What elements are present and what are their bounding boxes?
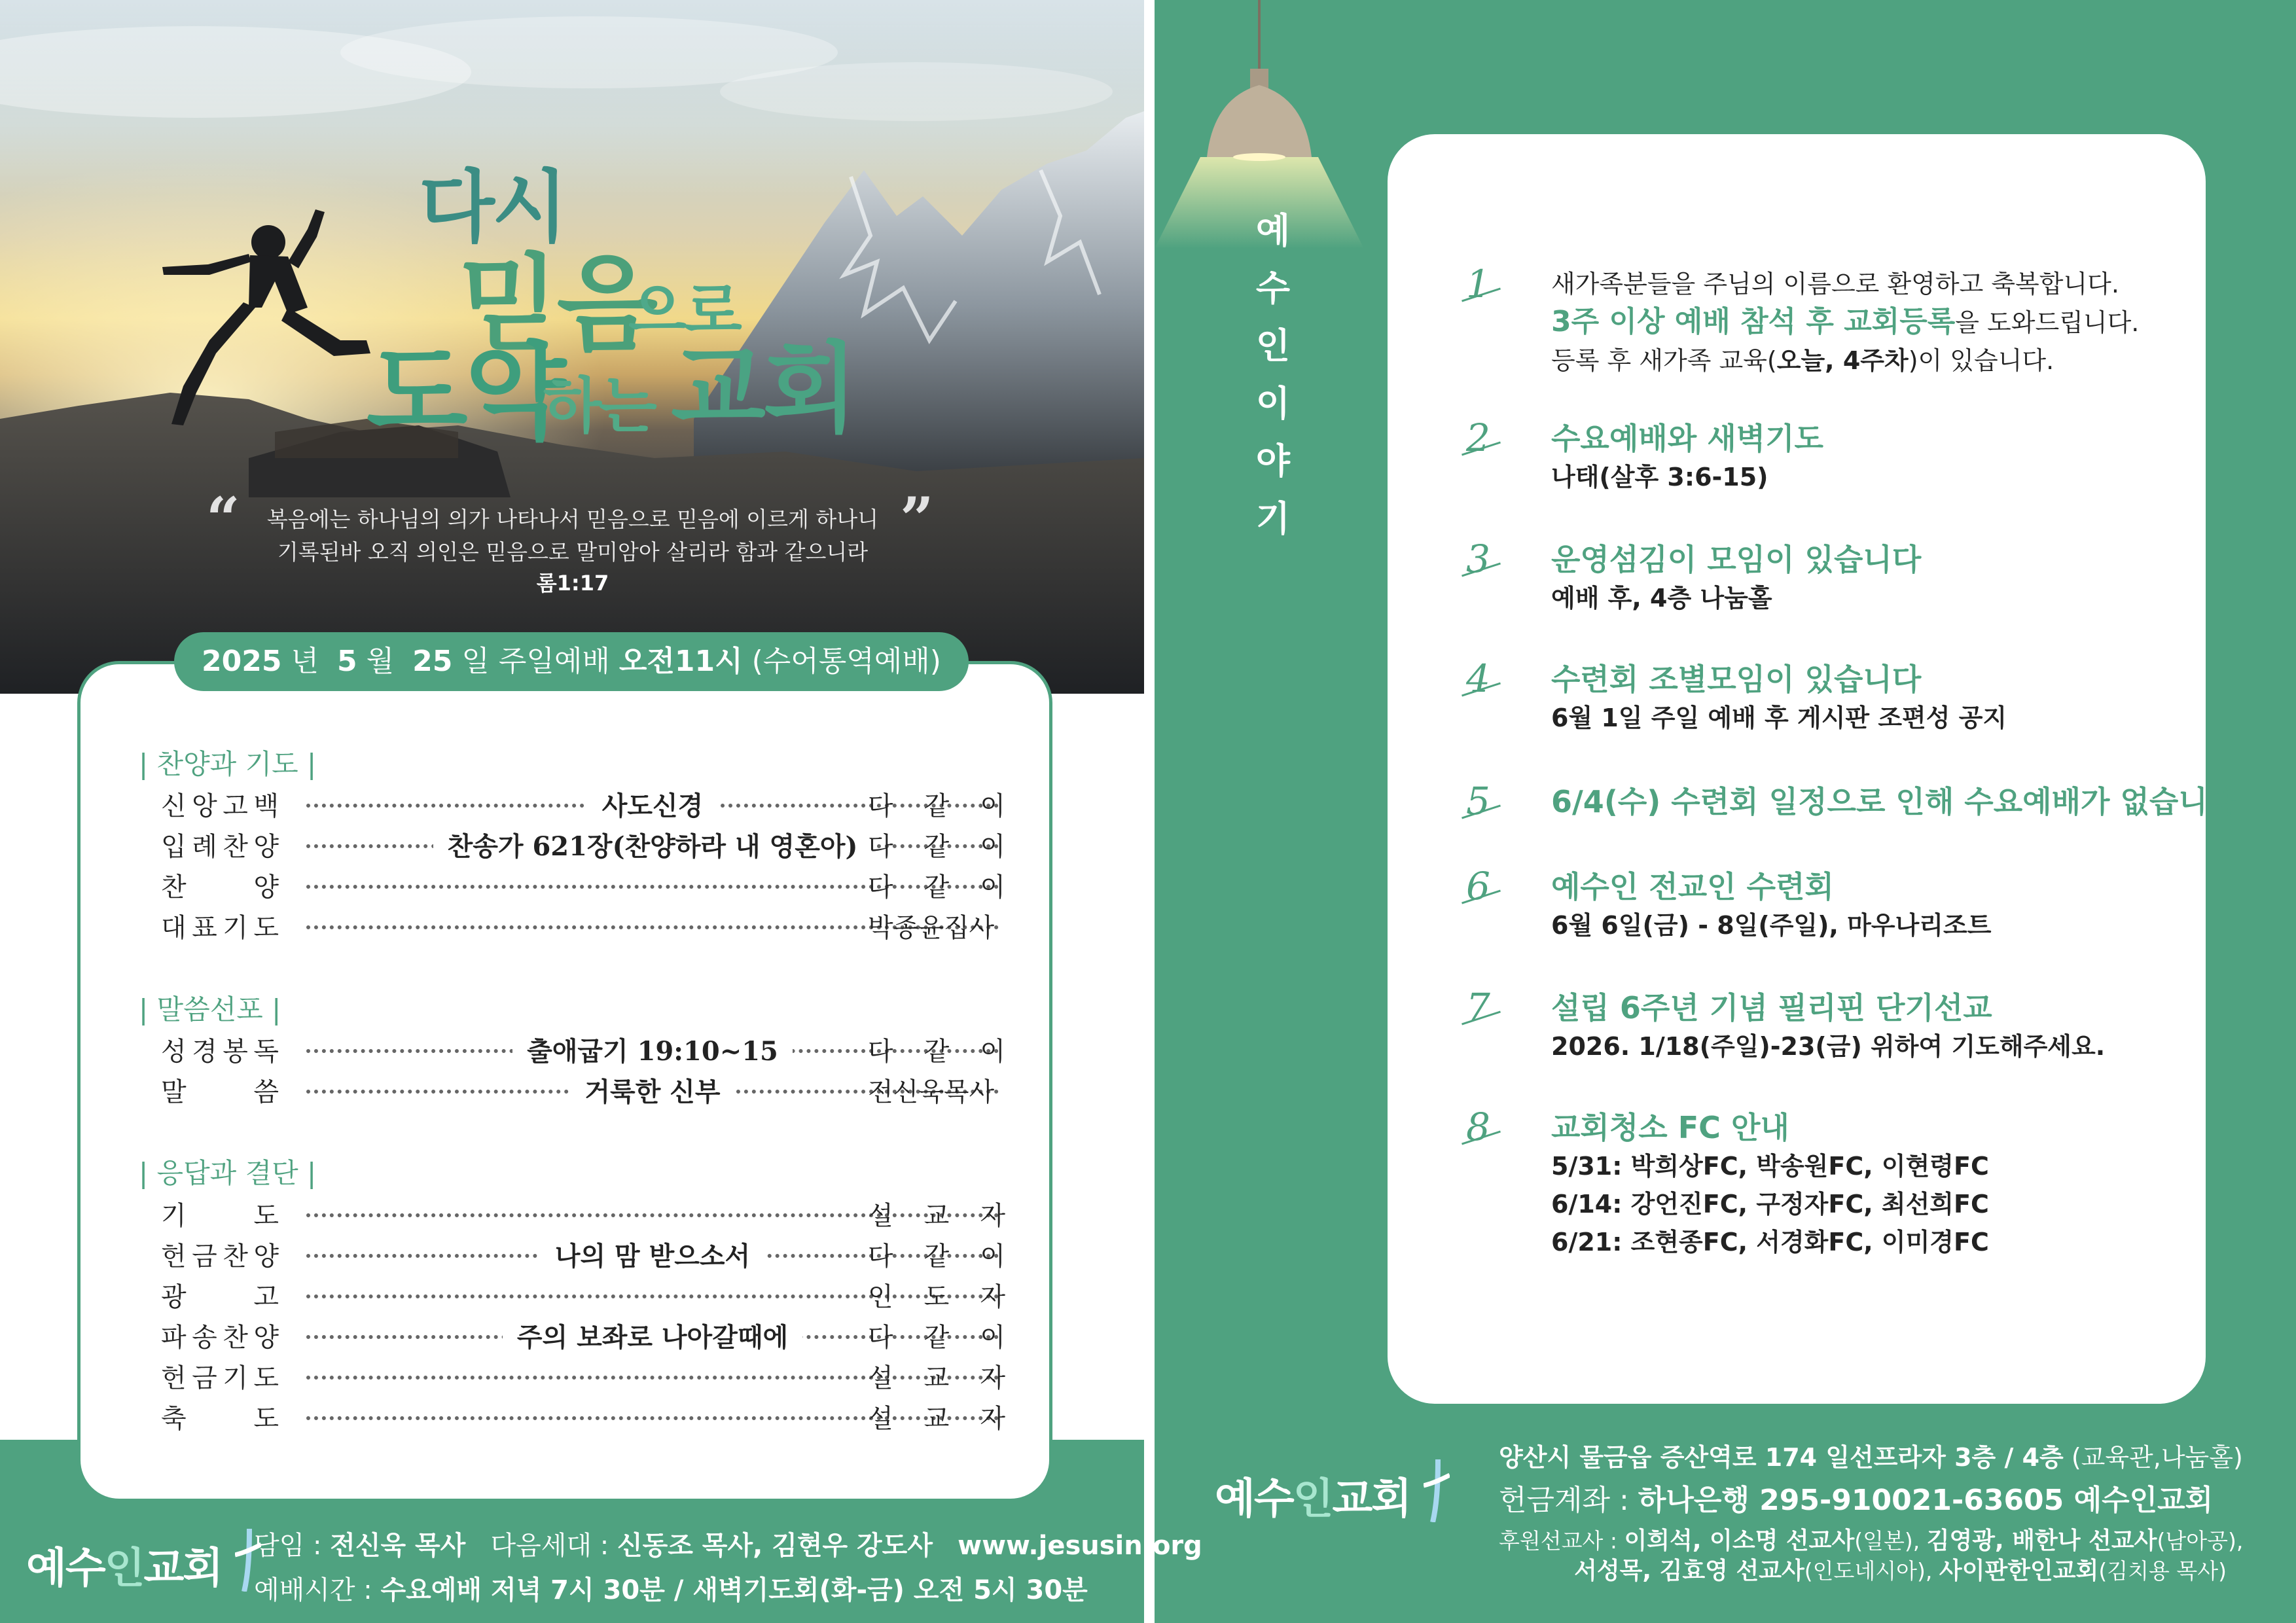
missionary-label: 후원선교사 : (1499, 1528, 1624, 1554)
order-row-label-char: 금 (192, 1241, 217, 1272)
service-month-unit: 월 (366, 645, 395, 678)
order-row-label-char: 기 (161, 1201, 187, 1231)
logo-text-c: 교회 (143, 1544, 223, 1593)
vertical-title-char: 인 (1255, 325, 1291, 366)
order-row-title: 출애굽기 19:10~15 (512, 1036, 793, 1067)
order-row-leader (868, 1357, 1005, 1395)
news-text (1551, 988, 2219, 1065)
order-row-leader-char: 다 (868, 1323, 893, 1353)
order-row-label-char: 입 (161, 832, 187, 862)
order-row-label-char: 파 (161, 1323, 187, 1353)
order-row-leader (868, 1276, 1005, 1313)
order-row-label-char: 송 (192, 1323, 217, 1353)
order-row-label-char: 찬 (161, 872, 187, 902)
missionary-country: (남아공), (2157, 1528, 2244, 1554)
news-heading: 교회청소 FC 안내 (1551, 1110, 1789, 1145)
order-row-label-char: 백 (253, 791, 279, 821)
news-line-rest: 을 도와드립니다. (1955, 308, 2140, 337)
order-row-leader-char: 교 (924, 1363, 950, 1393)
order-row-leader-char: 자 (980, 1363, 1005, 1393)
news-line-part: )이 있습니다. (1908, 346, 2054, 375)
order-row-leader-char: 다 (868, 1241, 893, 1272)
verse-reference: 롬1:17 (536, 571, 609, 596)
verse-line-1: 복음에는 하나님의 의가 나타나서 믿음으로 믿음에 이르게 하나니 (266, 507, 879, 532)
vertical-title-char: 예 (1255, 210, 1291, 251)
order-row-label (161, 1317, 279, 1354)
order-row-label-char: 앙 (192, 791, 217, 821)
news-detail: 2026. 1/18(주일)-23(금) 위하여 기도해주세요. (1551, 1032, 2106, 1061)
worship-times-label: 예배시간 : (254, 1575, 381, 1605)
order-row-label-char: 신 (161, 791, 187, 821)
order-row-leader-char: 이 (980, 832, 1005, 862)
order-row-leader (868, 1031, 1005, 1068)
offering-account (1499, 1476, 2213, 1518)
order-row-label-char: 양 (253, 832, 279, 862)
section-title-sermon: | 말씀선포 | (139, 993, 281, 1026)
church-logo-left (26, 1529, 261, 1595)
news-text (1551, 782, 2237, 821)
service-day: 25 (412, 645, 453, 678)
order-row-label-char: 독 (253, 1037, 279, 1067)
order-row-label (161, 866, 279, 904)
news-text (1551, 867, 2219, 944)
news-number: 4 (1466, 656, 1490, 701)
order-row-leader (868, 1195, 1005, 1232)
order-row-leader-char: 이 (980, 791, 1005, 821)
order-row-label-char: 금 (192, 1363, 217, 1393)
news-number: 3 (1466, 537, 1490, 581)
news-text (1551, 1108, 2219, 1261)
fold-divider (1144, 0, 1155, 1623)
worship-times (254, 1569, 1088, 1607)
order-row-label (161, 1357, 279, 1395)
order-row (161, 1236, 1012, 1275)
order-row-leader-char: 다 (868, 832, 893, 862)
news-detail: 6/14: 강언진FC, 구정자FC, 최선희FC (1551, 1190, 1989, 1219)
logo-text-b: 인 (104, 1544, 144, 1593)
address-note: (교육관,나눔홀) (2063, 1443, 2243, 1472)
headline-line-3-small: 하는 (543, 371, 655, 441)
news-detail: 6월 1일 주일 예배 후 게시판 조편성 공지 (1551, 704, 2007, 732)
news-heading: 수련회 조별모임이 있습니다 (1551, 662, 1922, 697)
missionary-names: 서성목, 김효영 선교사 (1574, 1558, 1804, 1584)
order-row-leader (868, 785, 1005, 823)
news-line-bold: 오늘, 4주차 (1776, 346, 1909, 375)
order-row (161, 1357, 1012, 1397)
order-row-leader-char: 설 (868, 1404, 893, 1434)
news-heading: 6/4(수) 수련회 일정으로 인해 수요예배가 없습니다 (1551, 784, 2237, 819)
service-year-unit: 년 (291, 645, 319, 678)
order-row-leader (868, 1317, 1005, 1354)
order-row-label-char: 양 (253, 1323, 279, 1353)
missionaries-line-2 (1574, 1552, 2227, 1586)
order-row-label-char: 례 (192, 832, 217, 862)
order-row-label-char: 성 (161, 1037, 187, 1067)
order-row-leader-char: 다 (868, 791, 893, 821)
order-row-leader-char: 도 (924, 1282, 950, 1312)
order-row-label-char: 대 (161, 913, 187, 943)
news-detail: 6/21: 조현종FC, 서경화FC, 이미경FC (1551, 1228, 1989, 1257)
news-number: 5 (1466, 779, 1490, 823)
order-row-leader-char: 다 (868, 1037, 893, 1067)
news-number: 8 (1466, 1105, 1490, 1149)
order-row-label-char: 찬 (223, 1241, 248, 1272)
vertical-title-char: 야 (1255, 440, 1291, 482)
news-text (1551, 419, 2219, 496)
order-row (161, 1031, 1012, 1070)
news-heading: 수요예배와 새벽기도 (1551, 421, 1823, 456)
order-row-label-char: 축 (161, 1404, 187, 1434)
order-row-title: 나의 맘 받으소서 (541, 1241, 764, 1272)
missionary-names: 이희석, 이소명 선교사 (1624, 1527, 1855, 1554)
news-detail: 6월 6일(금) - 8일(주일), 마우나리조트 (1551, 911, 1992, 940)
headline-line-2-big: 믿음 (458, 243, 656, 365)
logo-text-b: 인 (1293, 1475, 1333, 1524)
order-row-leader-char: 같 (924, 872, 950, 902)
missionary-names: 김영광, 배한나 선교사 (1926, 1527, 2157, 1554)
order-row (161, 1317, 1012, 1356)
order-row-label-char: 도 (253, 1201, 279, 1231)
order-row-label (161, 1195, 279, 1232)
church-logo-right (1215, 1459, 1450, 1525)
order-row-leader-char: 이 (980, 1323, 1005, 1353)
order-row-leader-char: 교 (924, 1404, 950, 1434)
order-row-label-char: 말 (161, 1077, 187, 1107)
pastor-info (254, 1525, 1202, 1562)
order-row-leader (868, 866, 1005, 904)
news-number: 7 (1466, 985, 1490, 1029)
order-row-leader-char: 이 (980, 1241, 1005, 1272)
order-row-label-char: 경 (192, 1037, 217, 1067)
order-row-leader-char: 교 (924, 1201, 950, 1231)
order-row-label (161, 1031, 279, 1068)
news-number: 6 (1466, 864, 1490, 908)
vertical-title-char: 기 (1255, 498, 1291, 539)
order-row-title: 사도신경 (588, 791, 718, 821)
order-row-leader (868, 826, 1005, 863)
account-value: 하나은행 295-910021-63605 예수인교회 (1638, 1484, 2214, 1517)
order-row (161, 866, 1012, 906)
order-row-label (161, 826, 279, 863)
order-row-label-char: 봉 (223, 1037, 248, 1067)
news-detail: 5/31: 박희상FC, 박송원FC, 이현령FC (1551, 1152, 1989, 1181)
cross-icon (1424, 1459, 1450, 1522)
order-row-leader-char: 설 (868, 1201, 893, 1231)
order-row-leader (868, 1398, 1005, 1435)
news-heading: 설립 6주년 기념 필리핀 단기선교 (1551, 990, 1992, 1026)
order-row-label-char: 씀 (253, 1077, 279, 1107)
service-time: 오전11시 (619, 645, 743, 678)
order-row-title: 거룩한 신부 (570, 1077, 734, 1107)
order-row-label-char: 도 (253, 913, 279, 943)
order-row (161, 1398, 1012, 1437)
order-row-label-char: 고 (223, 791, 248, 821)
order-row-leader-char: 설 (868, 1363, 893, 1393)
order-row-label (161, 1398, 279, 1435)
order-row-label-char: 찬 (223, 832, 248, 862)
church-website-link[interactable]: www.jesusin.org (958, 1531, 1202, 1561)
church-address (1499, 1437, 2243, 1473)
order-row-leader-char: 같 (924, 1323, 950, 1353)
news-text (1551, 540, 2219, 617)
order-row-leader-char: 자 (980, 1201, 1005, 1231)
order-row-label-char: 헌 (161, 1241, 187, 1272)
order-row-label-char: 도 (253, 1363, 279, 1393)
logo-text-a: 예수 (26, 1544, 105, 1593)
order-row-label-char: 양 (253, 872, 279, 902)
open-quote-icon: “ (206, 484, 240, 554)
vertical-title-char: 이 (1255, 383, 1291, 424)
next-gen-label: 다음세대 : (490, 1531, 617, 1561)
missionary-country: (일본), (1854, 1528, 1927, 1554)
order-row-leader-char: 같 (924, 1037, 950, 1067)
news-heading: 예수인 전교인 수련회 (1551, 869, 1834, 904)
headline (0, 0, 1144, 458)
news-detail: 예배 후, 4층 나눔홀 (1551, 584, 1772, 613)
order-row-label-char: 헌 (161, 1363, 187, 1393)
order-row-label-char: 고 (253, 1282, 279, 1312)
order-row-leader (868, 907, 1005, 944)
logo-text-c: 교회 (1332, 1475, 1411, 1524)
headline-line-1: 다시 (419, 162, 565, 253)
missionary-names: 사이판한인교회 (1939, 1558, 2099, 1584)
service-date-banner (174, 632, 969, 691)
next-gen-names: 신동조 목사, 김현우 강도사 (617, 1531, 933, 1561)
service-month: 5 (336, 645, 357, 678)
order-row-leader (868, 1236, 1005, 1273)
news-heading: 운영섬김이 모임이 있습니다 (1551, 542, 1922, 577)
order-row-label (161, 1276, 279, 1313)
order-row (161, 785, 1012, 825)
order-row-leader-char: 이 (980, 872, 1005, 902)
close-quote-icon: ” (900, 484, 934, 554)
order-row-leader-name: 박종윤집사 (868, 913, 995, 943)
order-row (161, 826, 1012, 865)
news-number: 2 (1466, 416, 1490, 460)
news-text (1551, 660, 2219, 737)
order-row-label-char: 표 (192, 913, 217, 943)
news-detail: 나태(살후 3:6-15) (1551, 463, 1768, 491)
order-row-title: 찬송가 621장(찬양하라 내 영혼아) (433, 831, 872, 862)
vertical-title (1250, 203, 1296, 548)
vertical-title-char: 수 (1255, 268, 1291, 309)
order-row-leader-name: 전신욱목사 (868, 1077, 995, 1107)
verse-line-2: 기록된바 오직 의인은 믿음으로 말미암아 살리라 함과 같으니라 (277, 539, 869, 565)
section-title-praise: | 찬양과 기도 | (139, 748, 317, 780)
logo-text-a: 예수 (1215, 1475, 1293, 1524)
order-row-leader-char: 같 (924, 832, 950, 862)
missionary-country: (김치용 목사) (2098, 1558, 2227, 1584)
order-row-label (161, 907, 279, 944)
order-row-leader-char: 이 (980, 1037, 1005, 1067)
order-row-label-char: 양 (253, 1241, 279, 1272)
order-row (161, 1071, 1012, 1111)
worship-times-value: 수요예배 저녁 7시 30분 / 새벽기도회(화-금) 오전 5시 30분 (380, 1575, 1088, 1605)
headline-line-3-big: 도약 (367, 331, 564, 454)
order-row-label (161, 1236, 279, 1273)
order-row-label-char: 기 (223, 913, 248, 943)
order-row-leader-char: 자 (980, 1404, 1005, 1434)
order-row-label (161, 785, 279, 823)
service-note: (수어통역예배) (751, 645, 941, 678)
order-row-label (161, 1071, 279, 1109)
service-day-unit: 일 주일예배 (461, 645, 610, 678)
order-row (161, 1195, 1012, 1234)
order-row-leader-char: 같 (924, 1241, 950, 1272)
section-title-response: | 응답과 결단 | (139, 1157, 317, 1189)
missionaries-line-1 (1499, 1522, 2243, 1556)
order-row-leader-char: 같 (924, 791, 950, 821)
order-row-leader-char: 자 (980, 1282, 1005, 1312)
order-row-label-char: 도 (253, 1404, 279, 1434)
order-row-label-char: 찬 (223, 1323, 248, 1353)
pastor-label: 담임 : (254, 1531, 331, 1561)
order-row-leader-char: 인 (868, 1282, 893, 1312)
order-row-leader (868, 1071, 1005, 1109)
headline-line-2-small: 으로 (628, 276, 740, 346)
account-label: 헌금계좌 : (1499, 1484, 1638, 1517)
missionary-country: (인도네시아), (1804, 1558, 1939, 1584)
address-main: 양산시 물금읍 증산역로 174 일선프라자 3층 / 4층 (1499, 1443, 2064, 1472)
pastor-name: 전신욱 목사 (330, 1531, 466, 1561)
order-row-label-char: 기 (223, 1363, 248, 1393)
news-number: 1 (1466, 262, 1490, 306)
order-row-title: 주의 보좌로 나아갈때에 (503, 1322, 802, 1353)
news-line: 새가족분들을 주님의 이름으로 환영하고 축복합니다. (1551, 270, 2119, 298)
order-row-leader-char: 다 (868, 872, 893, 902)
order-row-label-char: 광 (161, 1282, 187, 1312)
headline-line-3-end: 교회 (671, 332, 855, 446)
news-line-part: 등록 후 새가족 교육( (1551, 346, 1777, 375)
service-year: 2025 (202, 645, 282, 678)
news-highlight: 3주 이상 예배 참석 후 교회등록 (1551, 305, 1956, 338)
order-row (161, 1276, 1012, 1315)
order-row (161, 907, 1012, 946)
